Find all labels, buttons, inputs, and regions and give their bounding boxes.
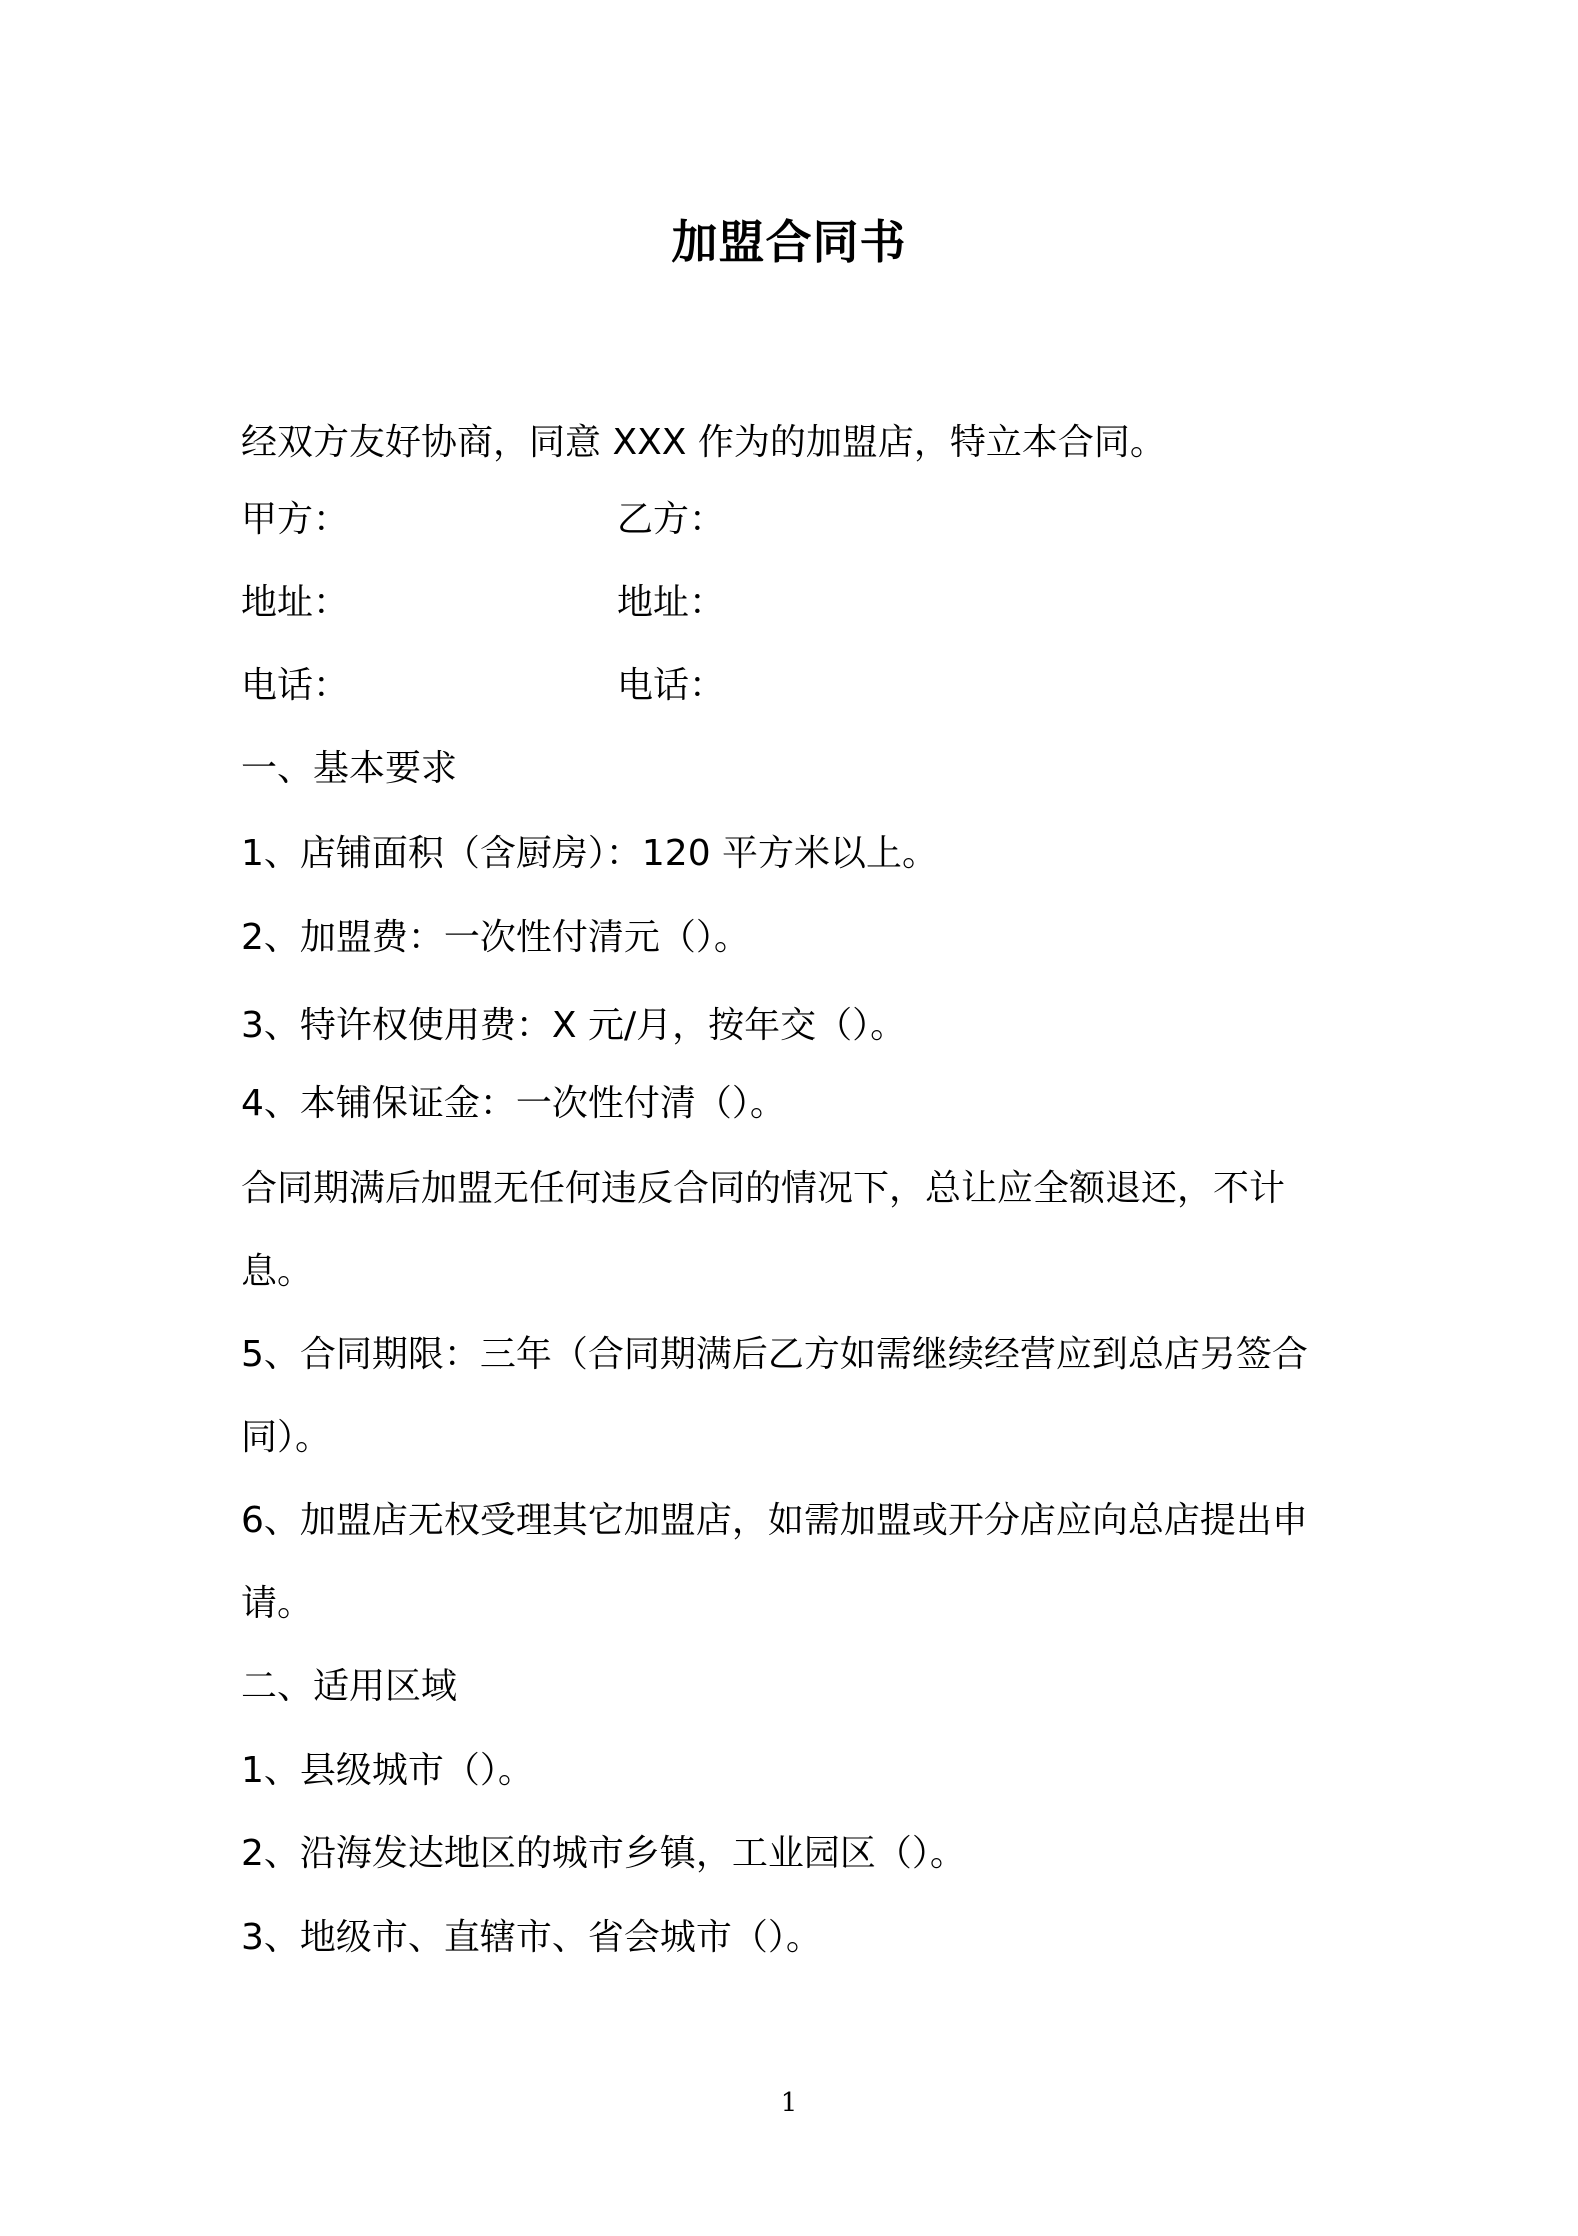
page-number: 1 [780, 2088, 798, 2118]
phone-a-label: 电话： [241, 665, 350, 706]
section2-item: 3、地级市、直辖市、省会城市（）。 [241, 1917, 822, 1958]
section1-item: 2、加盟费：一次性付清元（）。 [241, 917, 750, 958]
section1-item: 4、本铺保证金：一次性付清（）。 [241, 1083, 786, 1124]
section1-heading: 一、基本要求 [241, 748, 458, 789]
party-a-label: 甲方： [241, 499, 350, 540]
address-a-label: 地址： [241, 582, 350, 623]
party-b-label: 乙方： [617, 499, 726, 540]
section1-item: 3、特许权使用费：X 元/月，按年交（）。 [241, 1005, 907, 1046]
item5-line: 5、合同期限：三年（合同期满后乙方如需继续经营应到总店另签合 [241, 1334, 1308, 1375]
section2-item: 2、沿海发达地区的城市乡镇，工业园区（）。 [241, 1833, 966, 1874]
section2-heading: 二、适用区域 [241, 1666, 458, 1707]
item5-line: 同）。 [241, 1417, 332, 1458]
item6-line: 6、加盟店无权受理其它加盟店，如需加盟或开分店应向总店提出申 [241, 1500, 1308, 1541]
section1-item: 1、店铺面积（含厨房）：120 平方米以上。 [241, 833, 939, 874]
address-b-label: 地址： [617, 582, 726, 623]
phone-b-label: 电话： [617, 665, 726, 706]
intro-paragraph: 经双方友好协商，同意 XXX 作为的加盟店，特立本合同。 [241, 422, 1166, 463]
document-title: 加盟合同书 [671, 215, 907, 269]
item6-line: 请。 [241, 1583, 314, 1624]
deposit-note-line: 合同期满后加盟无任何违反合同的情况下，总让应全额退还，不计 [241, 1168, 1286, 1209]
deposit-note-line: 息。 [241, 1251, 314, 1292]
section2-item: 1、县级城市（）。 [241, 1750, 534, 1791]
